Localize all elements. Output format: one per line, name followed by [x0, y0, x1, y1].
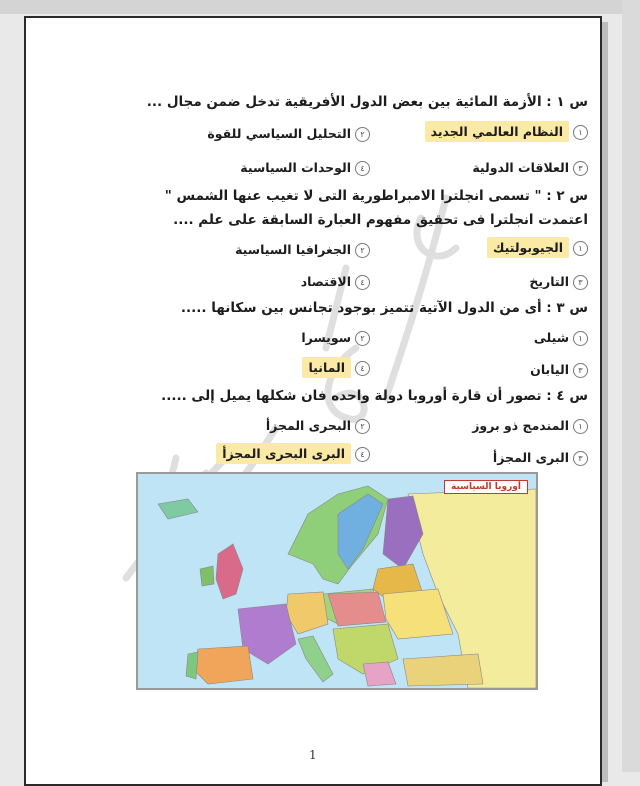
option-marker: ١ — [573, 419, 588, 434]
option-marker: ٢ — [355, 419, 370, 434]
option-marker: ٤ — [355, 161, 370, 176]
map-title-label: أوروبا السياسية — [444, 480, 528, 494]
question-3-option-1[interactable]: ١شيلى — [534, 330, 588, 346]
option-marker: ٤ — [355, 361, 370, 376]
question-1-option-4[interactable]: ٤الوحدات السياسية — [240, 160, 370, 176]
option-marker: ٢ — [355, 243, 370, 258]
question-3-option-2[interactable]: ٢سويسرا — [301, 330, 370, 346]
question-2-option-2[interactable]: ٢الجغرافيا السياسية — [235, 242, 370, 258]
question-4-option-2[interactable]: ٢البحرى المجزأ — [266, 418, 370, 434]
question-2-option-3[interactable]: ٣التاريخ — [529, 274, 588, 290]
option-marker: ٤ — [355, 447, 370, 462]
question-2-option-1[interactable]: ١الجيوبولتيك — [487, 240, 588, 256]
europe-map-drawing — [138, 474, 536, 688]
question-1-option-2[interactable]: ٢التحليل السياسي للقوة — [207, 126, 370, 142]
question-4-option-1[interactable]: ١المندمج ذو بروز — [472, 418, 588, 434]
option-marker: ٣ — [573, 161, 588, 176]
question-3-option-3[interactable]: ٣اليابان — [530, 362, 588, 378]
option-marker: ١ — [573, 125, 588, 140]
question-4-option-4[interactable]: ٤البرى البحرى المجزأ — [216, 446, 370, 462]
option-marker: ٣ — [573, 363, 588, 378]
option-marker: ٣ — [573, 451, 588, 466]
question-2-option-4[interactable]: ٤الاقتصاد — [301, 274, 370, 290]
question-3-text: س ٣ : أى من الدول الآتية تتميز بوجود تجانس بين سكانها ..... — [180, 300, 588, 316]
question-2-text-line-2: اعتمدت انجلترا فى تحقيق مفهوم العبارة السابقة على علم .... — [173, 212, 588, 228]
option-marker: ١ — [573, 241, 588, 256]
question-1-option-3[interactable]: ٣العلاقات الدولية — [472, 160, 588, 176]
question-4-option-3[interactable]: ٣البرى المجزأ — [493, 450, 588, 466]
option-marker: ٤ — [355, 275, 370, 290]
viewer-right-edge — [622, 0, 640, 772]
option-marker: ٢ — [355, 331, 370, 346]
question-1-text: س ١ : الأزمة المائية بين بعض الدول الأفريقية تدخل ضمن مجال ... — [146, 94, 588, 110]
question-1-option-1[interactable]: ١النظام العالمي الجديد — [425, 124, 588, 140]
question-4-text: س ٤ : تصور أن قارة أوروبا دولة واحده فان شكلها يميل إلى ..... — [161, 388, 588, 404]
option-marker: ١ — [573, 331, 588, 346]
option-marker: ٣ — [573, 275, 588, 290]
question-2-text: س ٢ : " تسمى انجلترا الامبراطورية التى لا تغيب عنها الشمس " — [164, 188, 588, 204]
question-3-option-4[interactable]: ٤المانيا — [302, 360, 370, 376]
page-number: 1 — [309, 748, 317, 762]
option-marker: ٢ — [355, 127, 370, 142]
viewer-top-strip — [0, 0, 640, 14]
europe-political-map — [136, 472, 538, 690]
